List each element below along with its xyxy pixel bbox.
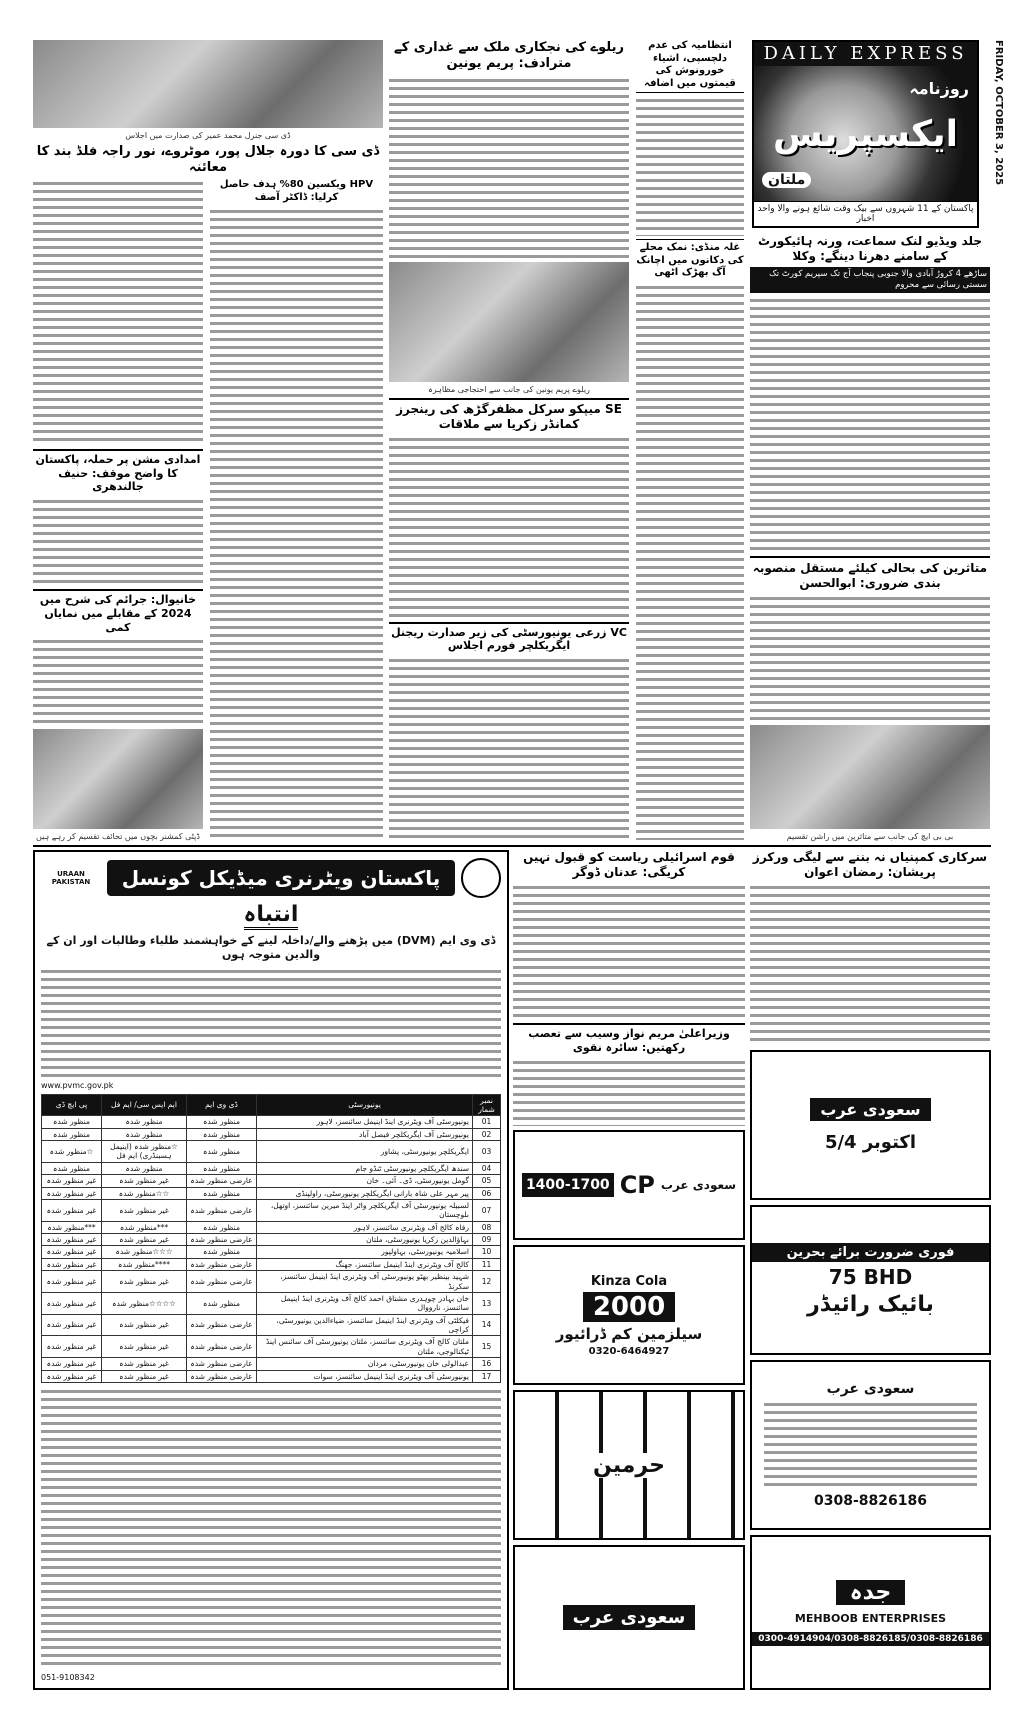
cell-msc: غیر منظور شدہ bbox=[102, 1271, 187, 1293]
cell-msc: منظور شدہ bbox=[102, 1162, 187, 1174]
cell-serial: 03 bbox=[473, 1141, 501, 1163]
col-university: یونیورسٹی bbox=[257, 1094, 473, 1116]
railway-body bbox=[389, 76, 629, 260]
cell-university: یونیورسٹی آف ویٹرنری اینڈ اینیمل سائنسز، لاہور bbox=[257, 1116, 473, 1128]
cell-dvm: عارضی منظور شدہ bbox=[187, 1336, 257, 1358]
cell-university: رفاہ کالج آف ویٹرنری سائنسز، لاہور bbox=[257, 1221, 473, 1233]
ad-saudi-2 bbox=[513, 1545, 745, 1690]
cell-university: ایگریکلچر یونیورسٹی، پشاور bbox=[257, 1141, 473, 1163]
cell-dvm: منظور شدہ bbox=[187, 1246, 257, 1258]
cell-phd: منظور شدہ bbox=[42, 1162, 102, 1174]
cell-phd: ***منظور شدہ bbox=[42, 1221, 102, 1233]
left-subcolumn-b bbox=[210, 179, 383, 842]
table-row bbox=[42, 1336, 501, 1358]
cell-university: شہید بینظیر بھٹو یونیورسٹی آف ویٹرنری اینڈ اینیمل سائنسز، سکرنڈ bbox=[257, 1271, 473, 1293]
cell-serial: 09 bbox=[473, 1234, 501, 1246]
victims-headline: متاثرین کی بحالی کیلئے مستقل منصوبہ بندی ضروری: ابوالحسن bbox=[750, 556, 990, 591]
table-row bbox=[42, 1258, 501, 1270]
cell-msc: غیر منظور شدہ bbox=[102, 1314, 187, 1336]
ad-construction bbox=[750, 1360, 991, 1530]
cell-dvm: عارضی منظور شدہ bbox=[187, 1358, 257, 1370]
logo-name: ایکسپریس bbox=[773, 114, 958, 156]
cell-msc: ****منظور شدہ bbox=[102, 1258, 187, 1270]
vc-forum-body bbox=[389, 656, 629, 840]
cell-phd: غیر منظور شدہ bbox=[42, 1336, 102, 1358]
universities-table bbox=[41, 1094, 501, 1383]
right-column bbox=[750, 234, 990, 842]
relief-mission-headline: امدادی مشن پر حملہ، پاکستان کا واضح موقف: حنیف جالندھری bbox=[33, 449, 203, 494]
cell-serial: 04 bbox=[473, 1162, 501, 1174]
cell-dvm: منظور شدہ bbox=[187, 1116, 257, 1128]
cell-serial: 01 bbox=[473, 1116, 501, 1128]
cell-msc: غیر منظور شدہ bbox=[102, 1199, 187, 1221]
col-serial: نمبر شمار bbox=[473, 1094, 501, 1116]
pvmc-website: www.pvmc.gov.pk bbox=[41, 1080, 114, 1090]
cell-dvm: عارضی منظور شدہ bbox=[187, 1271, 257, 1293]
ad-kinza-role: سیلزمین کم ڈرائیور bbox=[555, 1324, 703, 1343]
cell-dvm: منظور شدہ bbox=[187, 1187, 257, 1199]
meeting-caption: ڈی سی جنرل محمد عمیر کی صدارت میں اجلاس bbox=[125, 131, 291, 140]
cell-msc: منظور شدہ bbox=[102, 1116, 187, 1128]
cell-dvm: منظور شدہ bbox=[187, 1162, 257, 1174]
col-msc: ایم ایس سی/ ایم فل bbox=[102, 1094, 187, 1116]
companies-headline: سرکاری کمپنیاں نہ بننے سے لیگی ورکرز پریشان: رمضان اعوان bbox=[752, 850, 988, 879]
cell-university: ملتان کالج آف ویٹرنری سائنسز، ملتان یونیورسٹی آف سائنس اینڈ ٹیکنالوجی، ملتان bbox=[257, 1336, 473, 1358]
cell-phd: غیر منظور شدہ bbox=[42, 1258, 102, 1270]
vc-forum-headline: VC زرعی یونیورسٹی کی زیر صدارت ریجنل ایگریکلچر فورم اجلاس bbox=[389, 622, 629, 654]
cell-serial: 07 bbox=[473, 1199, 501, 1221]
middle-column bbox=[389, 40, 629, 840]
prices-headline: انتظامیہ کی عدم دلچسپی، اشیاء خورونوش کی قیمتوں میں اضافہ bbox=[636, 40, 744, 93]
cell-msc: غیر منظور شدہ bbox=[102, 1234, 187, 1246]
cell-phd: غیر منظور شدہ bbox=[42, 1199, 102, 1221]
mepco-body bbox=[389, 435, 629, 619]
cell-serial: 14 bbox=[473, 1314, 501, 1336]
masthead-tagline: پاکستان کے 11 شہروں سے بیک وقت شائع ہونے والا واحد اخبار bbox=[754, 201, 977, 226]
cell-dvm: عارضی منظور شدہ bbox=[187, 1199, 257, 1221]
cell-university: فیکلٹی آف ویٹرنری اینڈ اینیمل سائنسز، ضیاءالدین یونیورسٹی، کراچی bbox=[257, 1314, 473, 1336]
companies-body bbox=[750, 883, 990, 1045]
cell-dvm: عارضی منظور شدہ bbox=[187, 1314, 257, 1336]
cell-serial: 11 bbox=[473, 1258, 501, 1270]
cell-msc: ☆منظور شدہ (اینیمل ہسبنڈری) ایم فل bbox=[102, 1141, 187, 1163]
relief-caption: بی بی ایچ کی جانب سے متاثرین میں راشن تقسیم bbox=[786, 832, 954, 842]
mepco-headline: SE میپکو سرکل مظفرگڑھ کی رینجرز کمانڈر زکریا سے ملاقات bbox=[389, 398, 629, 432]
ad-technician bbox=[513, 1130, 745, 1240]
cell-university: گومل یونیورسٹی، ڈی۔ آئی۔ خان bbox=[257, 1175, 473, 1187]
cell-msc: منظور شدہ bbox=[102, 1128, 187, 1140]
israel-headline: قوم اسرائیلی ریاست کو قبول نہیں کریگی: عدنان ڈوگر bbox=[523, 850, 735, 879]
ad-jeddah bbox=[750, 1535, 991, 1690]
cell-phd: غیر منظور شدہ bbox=[42, 1234, 102, 1246]
masthead-logo bbox=[754, 66, 977, 201]
market-fire-headline: غلہ منڈی: نمک محلے کی دکانوں میں اچانک آگ بھڑک اٹھی bbox=[636, 239, 744, 280]
cell-msc: غیر منظور شدہ bbox=[102, 1175, 187, 1187]
cell-phd: غیر منظور شدہ bbox=[42, 1246, 102, 1258]
protest-caption: ریلوے پریم یونین کی جانب سے احتجاجی مظاہرہ bbox=[428, 385, 590, 395]
cell-msc: غیر منظور شدہ bbox=[102, 1336, 187, 1358]
ad-interview-date: 5/4 اکتوبر bbox=[824, 1131, 917, 1153]
meeting-photo bbox=[33, 40, 383, 128]
table-row bbox=[42, 1221, 501, 1233]
cell-phd: غیر منظور شدہ bbox=[42, 1370, 102, 1382]
israel-body bbox=[513, 883, 745, 1020]
table-row bbox=[42, 1175, 501, 1187]
cell-university: خان بہادر چوہدری مشتاق احمد کالج آف ویٹرنری اینڈ اینیمل سائنسز، نارووال bbox=[257, 1292, 473, 1314]
cell-msc: غیر منظور شدہ bbox=[102, 1370, 187, 1382]
cell-serial: 06 bbox=[473, 1187, 501, 1199]
cell-university: کالج آف ویٹرنری اینڈ اینیمل سائنسز، جھنگ bbox=[257, 1258, 473, 1270]
cell-university: بہاؤالدین زکریا یونیورسٹی، ملتان bbox=[257, 1234, 473, 1246]
pvmc-council-name: پاکستان ویٹرنری میڈیکل کونسل bbox=[107, 860, 455, 896]
cell-phd: غیر منظور شدہ bbox=[42, 1271, 102, 1293]
ad-harmain-title: حرمین bbox=[585, 1453, 673, 1478]
table-row bbox=[42, 1246, 501, 1258]
cell-serial: 08 bbox=[473, 1221, 501, 1233]
cell-serial: 16 bbox=[473, 1358, 501, 1370]
cell-dvm: عارضی منظور شدہ bbox=[187, 1370, 257, 1382]
table-row bbox=[42, 1358, 501, 1370]
ad-jeddah-title: جدہ bbox=[836, 1580, 905, 1605]
cell-dvm: عارضی منظور شدہ bbox=[187, 1258, 257, 1270]
ad-mehboob-phones: 0300-4914904/0308-8826185/0308-8826186 bbox=[752, 1632, 989, 1646]
logo-city: ملتان bbox=[762, 172, 811, 188]
left-subcolumns bbox=[33, 179, 383, 842]
ad-bahrain bbox=[750, 1205, 991, 1355]
cell-university: اسلامیہ یونیورسٹی، بہاولپور bbox=[257, 1246, 473, 1258]
table-row bbox=[42, 1141, 501, 1163]
ad-construction-phone: 0308-8826186 bbox=[814, 1493, 927, 1509]
ad-saudi-title: سعودی عرب bbox=[563, 1605, 696, 1630]
cell-msc: ☆☆☆منظور شدہ bbox=[102, 1246, 187, 1258]
table-row bbox=[42, 1162, 501, 1174]
cell-serial: 05 bbox=[473, 1175, 501, 1187]
warning-title: انتباہ bbox=[244, 902, 299, 930]
ad-kinza-brand: Kinza Cola bbox=[590, 1273, 668, 1289]
table-row bbox=[42, 1314, 501, 1336]
cell-dvm: منظور شدہ bbox=[187, 1128, 257, 1140]
cell-university: یونیورسٹی آف ویٹرنری اینڈ اینیمل سائنسز، سوات bbox=[257, 1370, 473, 1382]
cell-serial: 17 bbox=[473, 1370, 501, 1382]
relief-mission-body bbox=[33, 497, 203, 586]
victims-body bbox=[750, 594, 990, 722]
issue-date: FRIDAY, OCTOBER 3, 2025 bbox=[993, 40, 1004, 186]
prices-body bbox=[636, 96, 744, 236]
relief-photo bbox=[750, 725, 990, 829]
cell-dvm: عارضی منظور شدہ bbox=[187, 1234, 257, 1246]
cell-university: پیر مہر علی شاہ بارانی ایگریکلچر یونیورسٹی، راولپنڈی bbox=[257, 1187, 473, 1199]
kids-photo bbox=[33, 729, 203, 829]
cell-serial: 13 bbox=[473, 1292, 501, 1314]
cell-university: سندھ ایگریکلچر یونیورسٹی ٹنڈو جام bbox=[257, 1162, 473, 1174]
maryam-body bbox=[513, 1058, 745, 1127]
kids-caption: ڈپٹی کمشنر بچوں میں تحائف تقسیم کر رہے ہیں bbox=[36, 832, 200, 842]
ad-saudi-jobs bbox=[750, 1050, 991, 1200]
cell-dvm: عارضی منظور شدہ bbox=[187, 1175, 257, 1187]
cell-msc: غیر منظور شدہ bbox=[102, 1358, 187, 1370]
ad-construction-country: سعودی عرب bbox=[826, 1381, 915, 1397]
narrow-column bbox=[636, 40, 744, 840]
table-row bbox=[42, 1292, 501, 1314]
cell-university: لسبیلہ یونیورسٹی آف ایگریکلچر واٹر اینڈ میرین سائنسز، اوتھل، بلوچستان bbox=[257, 1199, 473, 1221]
khanewal-body bbox=[33, 637, 203, 726]
hpv-headline: HPV ویکسین 80% ہدف حاصل کرلیا: ڈاکٹر آصف bbox=[219, 179, 374, 203]
fold-divider bbox=[33, 845, 991, 847]
cell-phd: غیر منظور شدہ bbox=[42, 1175, 102, 1187]
ad-mehboob: MEHBOOB ENTERPRISES bbox=[794, 1611, 947, 1625]
notes-body bbox=[41, 1387, 501, 1669]
masthead-english: DAILY EXPRESS bbox=[754, 42, 977, 66]
cell-phd: منظور شدہ bbox=[42, 1116, 102, 1128]
hpv-body bbox=[210, 207, 383, 842]
cell-msc: ***منظور شدہ bbox=[102, 1221, 187, 1233]
ad-kinza bbox=[513, 1245, 745, 1385]
ad-salary: 1400-1700 bbox=[522, 1173, 614, 1197]
khanewal-headline: خانیوال: جرائم کی شرح میں 2024 کے مقابلے میں نمایاں کمی bbox=[33, 589, 203, 634]
protest-photo bbox=[389, 262, 629, 382]
cell-phd: غیر منظور شدہ bbox=[42, 1292, 102, 1314]
table-row bbox=[42, 1187, 501, 1199]
logo-prefix: روزنامہ bbox=[909, 78, 969, 98]
railway-headline: ریلوے کی نجکاری ملک سے غداری کے مترادف: پریم یونین bbox=[394, 40, 624, 72]
left-block bbox=[33, 40, 383, 842]
cell-phd: غیر منظور شدہ bbox=[42, 1358, 102, 1370]
cell-university: عبدالولی خان یونیورسٹی، مردان bbox=[257, 1358, 473, 1370]
table-row bbox=[42, 1199, 501, 1221]
cell-dvm: منظور شدہ bbox=[187, 1292, 257, 1314]
warning-body bbox=[41, 967, 501, 1077]
ad-kinza-salary: 2000 bbox=[583, 1292, 675, 1322]
pvmc-advertisement bbox=[33, 850, 509, 1690]
ad-saudi: سعودی عرب bbox=[660, 1178, 737, 1192]
maryam-headline: وزیراعلیٰ مریم نواز وسیب سے تعصب رکھتیں: سائرہ نقوی bbox=[513, 1023, 745, 1055]
pvmc-phone: 051-9108342 bbox=[41, 1673, 95, 1682]
table-row bbox=[42, 1116, 501, 1128]
narrow-column-body bbox=[636, 283, 744, 841]
ad-bike-rider: بائیک رائیڈر bbox=[807, 1292, 934, 1317]
cell-phd: ☆منظور شدہ bbox=[42, 1141, 102, 1163]
warning-subtitle: ڈی وی ایم (DVM) میں پڑھنے والے/داخلہ لینے کے خواہشمند طلباء وطالبات اور ان کے والدین متوجہ ہوں bbox=[46, 934, 496, 962]
lawyers-body bbox=[750, 296, 990, 553]
cell-phd: غیر منظور شدہ bbox=[42, 1187, 102, 1199]
col-dvm: ڈی وی ایم bbox=[187, 1094, 257, 1116]
cell-dvm: منظور شدہ bbox=[187, 1221, 257, 1233]
cell-dvm: منظور شدہ bbox=[187, 1141, 257, 1163]
cell-serial: 12 bbox=[473, 1271, 501, 1293]
masthead bbox=[752, 40, 979, 228]
ad-cp: CP bbox=[619, 1171, 655, 1199]
cell-serial: 15 bbox=[473, 1336, 501, 1358]
table-row bbox=[42, 1370, 501, 1382]
left-subcolumn-a bbox=[33, 179, 203, 842]
bottom-middle-stories bbox=[513, 850, 745, 1126]
cell-university: یونیورسٹی آف ایگریکلچر فیصل آباد bbox=[257, 1128, 473, 1140]
cell-phd: غیر منظور شدہ bbox=[42, 1314, 102, 1336]
dc-visit-headline: ڈی سی کا دورہ جلال پور، موٹروے، نور راجہ فلڈ بند کا معائنہ bbox=[36, 143, 380, 175]
dc-visit-body bbox=[33, 179, 203, 446]
table-row bbox=[42, 1271, 501, 1293]
uraan-logo: URAAN PAKISTAN bbox=[51, 870, 91, 886]
ad-bahrain-salary: 75 BHD bbox=[828, 1265, 913, 1289]
table-row bbox=[42, 1128, 501, 1140]
cell-msc: ☆☆منظور شدہ bbox=[102, 1187, 187, 1199]
ad-construction-list bbox=[764, 1400, 977, 1490]
cell-phd: منظور شدہ bbox=[42, 1128, 102, 1140]
cell-serial: 10 bbox=[473, 1246, 501, 1258]
companies-story bbox=[750, 850, 990, 1045]
ad-saudi-jobs-title: سعودی عرب bbox=[810, 1098, 930, 1121]
pvmc-seal-icon bbox=[461, 858, 501, 898]
lawyers-strap: ساڑھے 4 کروڑ آبادی والا جنوبی پنجاب آج تک سپریم کورٹ تک سستی رسائی سے محروم bbox=[750, 267, 990, 293]
ad-harmain bbox=[513, 1390, 745, 1540]
table-row bbox=[42, 1234, 501, 1246]
lawyers-headline: جلد ویڈیو لنک سماعت، ورنہ ہائیکورٹ کے سامنے دھرنا دینگے: وکلا bbox=[757, 234, 983, 263]
ad-bahrain-title: فوری ضرورت برائے بحرین bbox=[752, 1243, 989, 1262]
ad-kinza-phone: 0320-6464927 bbox=[588, 1345, 670, 1357]
cell-msc: ☆☆☆☆منظور شدہ bbox=[102, 1292, 187, 1314]
col-phd: پی ایچ ڈی bbox=[42, 1094, 102, 1116]
cell-serial: 02 bbox=[473, 1128, 501, 1140]
